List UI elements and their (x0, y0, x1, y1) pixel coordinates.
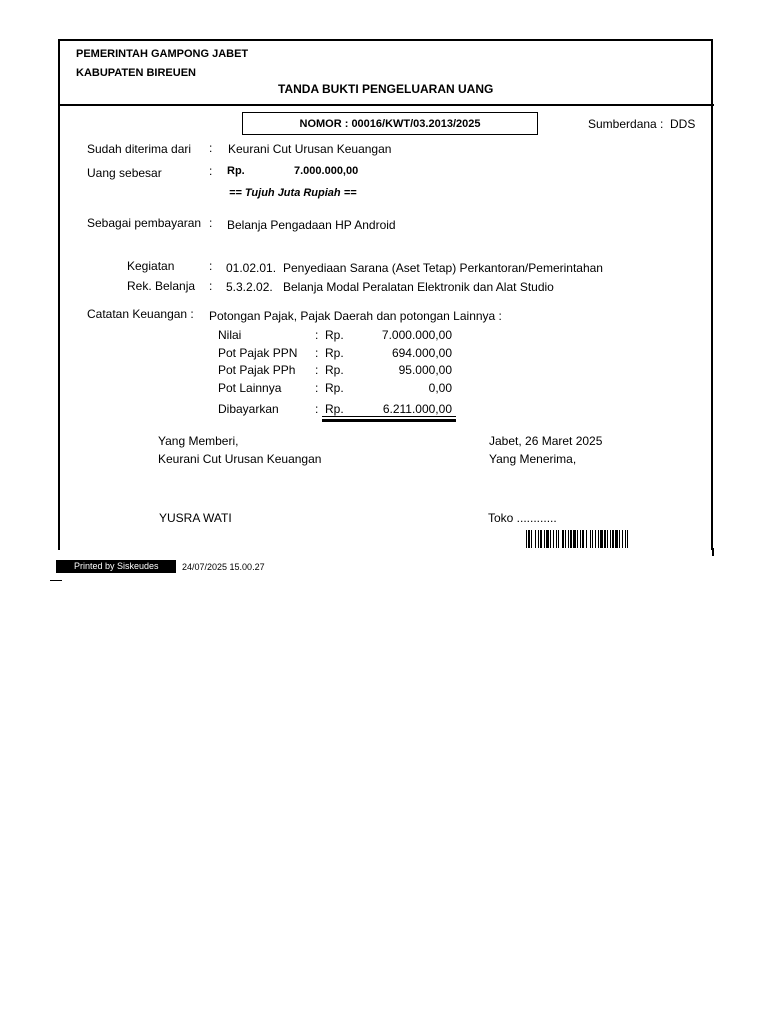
row-label: Pot Pajak PPN (218, 346, 298, 360)
colon: : (315, 381, 319, 395)
receiver-line: Yang Menerima, (489, 452, 577, 466)
colon: : (209, 259, 213, 273)
row-value: 694.000,00 (391, 346, 452, 360)
kegiatan-value: Penyediaan Sarana (Aset Tetap) Perkantoran/Pemerintahan (283, 261, 603, 275)
row-label: Dibayarkan (218, 402, 279, 416)
sumberdana-value: DDS (670, 117, 696, 131)
row-label: Nilai (218, 328, 242, 342)
printed-by-label: Printed by Siskeudes (56, 560, 176, 573)
amount-value: 7.000.000,00 (294, 165, 359, 177)
total-rule (322, 416, 456, 417)
received-from-value: Keurani Cut Urusan Keuangan (228, 142, 392, 156)
row-label: Pot Lainnya (218, 381, 282, 395)
payment-for-value: Belanja Pengadaan HP Android (227, 218, 396, 232)
print-timestamp: 24/07/2025 15.00.27 (182, 562, 265, 572)
total-double-rule (322, 419, 456, 422)
giver-line-2: Keurani Cut Urusan Keuangan (158, 452, 322, 466)
payment-for-label: Sebagai pembayaran (87, 216, 202, 230)
rek-label: Rek. Belanja (127, 279, 196, 293)
row-currency: Rp. (325, 346, 344, 360)
row-value: 7.000.000,00 (381, 328, 452, 342)
colon: : (315, 402, 319, 416)
row-value: 0,00 (428, 381, 452, 395)
colon: : (315, 346, 319, 360)
colon: : (315, 328, 319, 342)
row-currency: Rp. (325, 381, 344, 395)
colon: : (315, 363, 319, 377)
barcode (526, 530, 700, 548)
amount-currency: Rp. (227, 165, 245, 177)
row-currency: Rp. (325, 363, 344, 377)
sumberdana-label: Sumberdana : (588, 117, 664, 131)
row-value: 6.211.000,00 (382, 402, 452, 416)
doc-title: TANDA BUKTI PENGELUARAN UANG (278, 82, 494, 96)
rek-code: 5.3.2.02. (226, 280, 273, 294)
giver-name: YUSRA WATI (159, 511, 232, 525)
giver-line-1: Yang Memberi, (158, 434, 239, 448)
row-currency: Rp. (325, 402, 344, 416)
rek-value: Belanja Modal Peralatan Elektronik dan Alat Studio (283, 280, 554, 294)
catatan-intro: Potongan Pajak, Pajak Daerah dan potongan Lainnya : (209, 309, 502, 323)
received-from-label: Sudah diterima dari (87, 142, 192, 156)
colon: : (209, 164, 213, 178)
corner-mark (50, 580, 62, 581)
row-value: 95.000,00 (398, 363, 452, 377)
amount-words: == Tujuh Juta Rupiah == (229, 187, 357, 199)
nomor-text: NOMOR : 00016/KWT/03.2013/2025 (299, 117, 481, 130)
org-line-1: PEMERINTAH GAMPONG JABET (76, 48, 249, 60)
row-label: Pot Pajak PPh (218, 363, 296, 377)
frame-tail (712, 548, 714, 556)
org-line-2: KABUPATEN BIREUEN (76, 67, 196, 79)
colon: : (209, 216, 213, 230)
date-line: Jabet, 26 Maret 2025 (489, 434, 603, 448)
amount-label: Uang sebesar (87, 166, 162, 180)
nomor-box (242, 112, 538, 135)
colon: : (209, 141, 213, 155)
header-divider (58, 104, 714, 106)
kegiatan-code: 01.02.01. (226, 261, 277, 275)
row-currency: Rp. (325, 328, 344, 342)
colon: : (209, 279, 213, 293)
catatan-label: Catatan Keuangan : (87, 307, 194, 321)
kegiatan-label: Kegiatan (127, 259, 175, 273)
receiver-name: Toko ............ (488, 511, 557, 525)
